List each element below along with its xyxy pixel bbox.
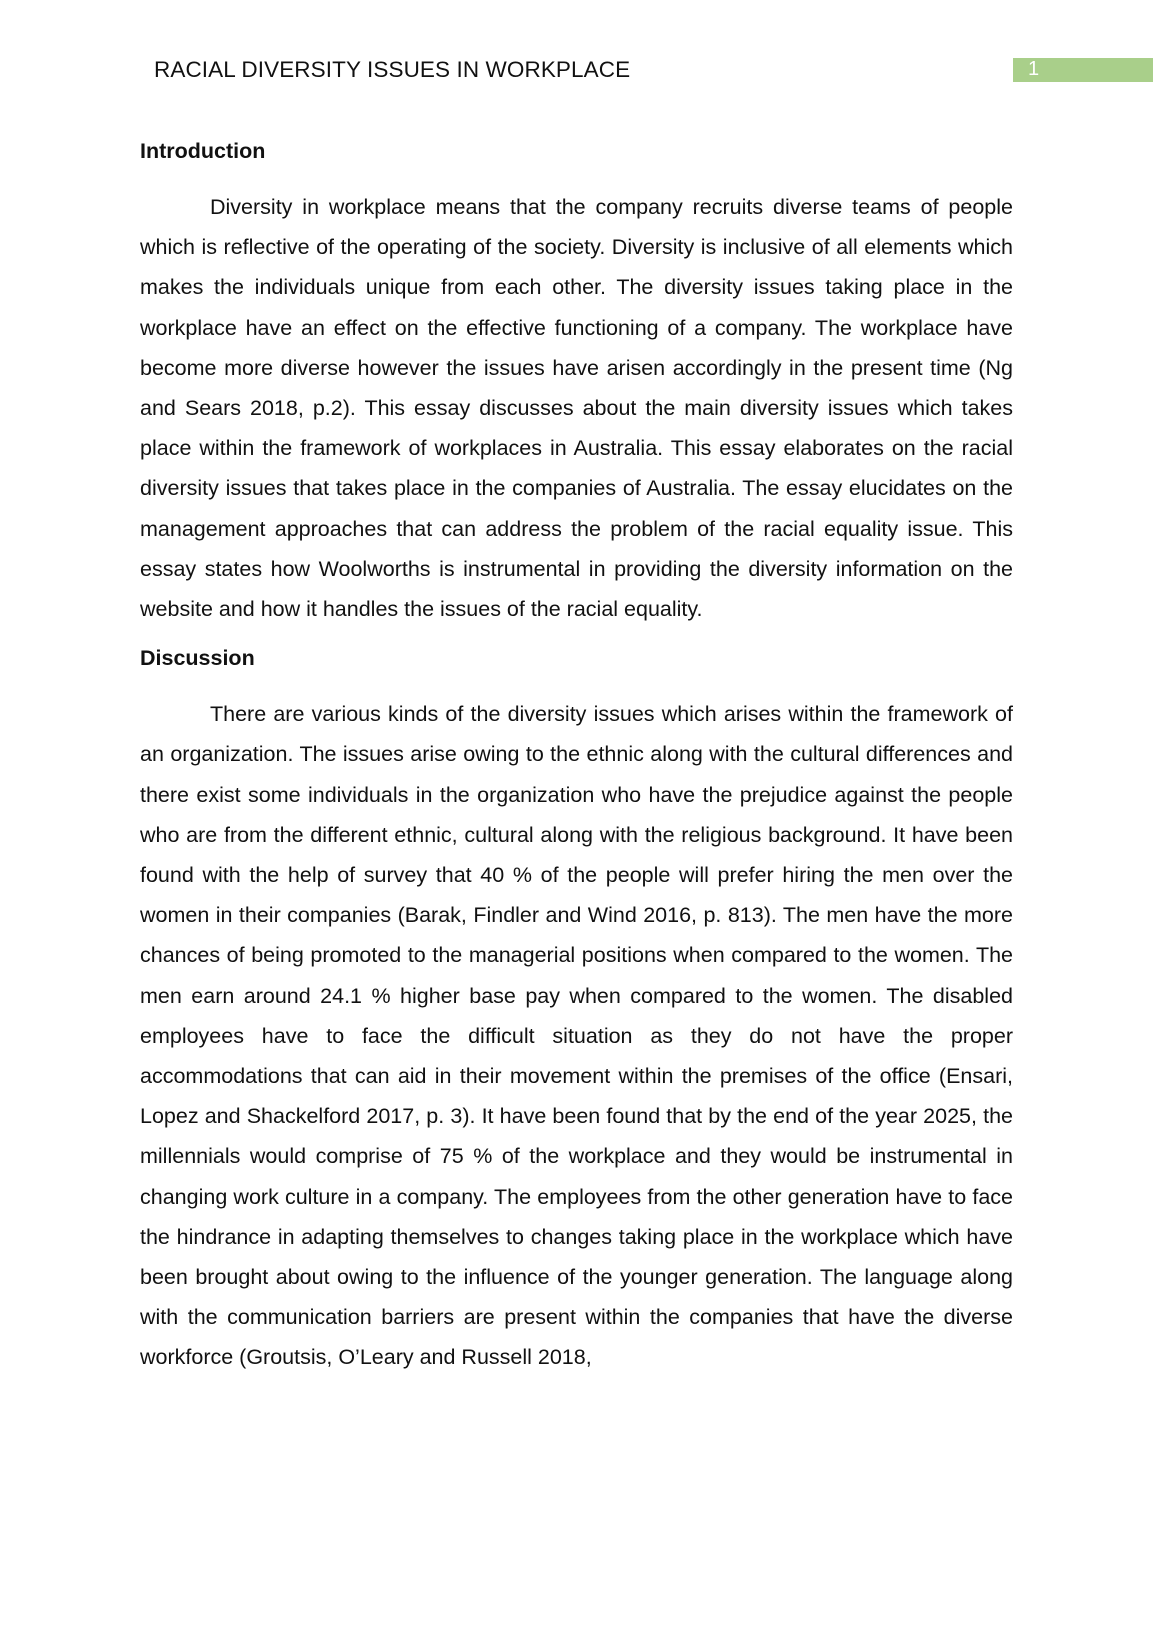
page-number-badge [1013,58,1153,82]
page-number: 1 [1028,58,1040,80]
section-heading-introduction: Introduction [140,139,266,163]
discussion-paragraph: There are various kinds of the diversity issues which arises within the framework of an organization. The issues arise owing to the ethnic along with the cultural differences and there exist some individuals in the organization who have the prejudice against the people who are from the different ethnic, cultural along with the religious background. It have been found with the help of survey that 40 % of the people will prefer hiring the men over the women in their companies (Barak, Findler and Wind 2016, p. 813). The men have the more chances of being promoted to the managerial positions when compared to the women. The men earn around 24.1 % higher base pay when compared to the women. The disabled employees have to face the difficult situation as they do not have the proper accommodations that can aid in their movement within the premises of the office (Ensari, Lopez and Shackelford 2017, p. 3). It have been found that by the end of the year 2025, the millennials would comprise of 75 % of the workplace and they would be instrumental in changing work culture in a company. The employees from the other generation have to face the hindrance in adapting themselves to changes taking place in the workplace which have been brought about owing to the influence of the younger generation. The language along with the communication barriers are present within the companies that have the diverse workforce (Groutsis, O’Leary and Russell 2018, [140,702,1013,1370]
section-heading-discussion: Discussion [140,646,255,671]
introduction-paragraph: Diversity in workplace means that the company recruits diverse teams of people which is reflective of the operating of the society. Diversity is inclusive of all elements which makes the individuals unique from each other. The diversity issues taking place in the workplace have an effect on the effective functioning of a company. The workplace have become more diverse however the issues have arisen accordingly in the present time (Ng and Sears 2018, p.2). This essay discusses about the main diversity issues which takes place within the framework of workplaces in Australia. This essay elaborates on the racial diversity issues that takes place in the companies of Australia. The essay elucidates on the management approaches that can address the problem of the racial equality issue. This essay states how Woolworths is instrumental in providing the diversity information on the website and how it handles the issues of the racial equality. [140,195,1013,622]
document-body [140,136,1013,1378]
running-head-title: RACIAL DIVERSITY ISSUES IN WORKPLACE [154,57,631,82]
